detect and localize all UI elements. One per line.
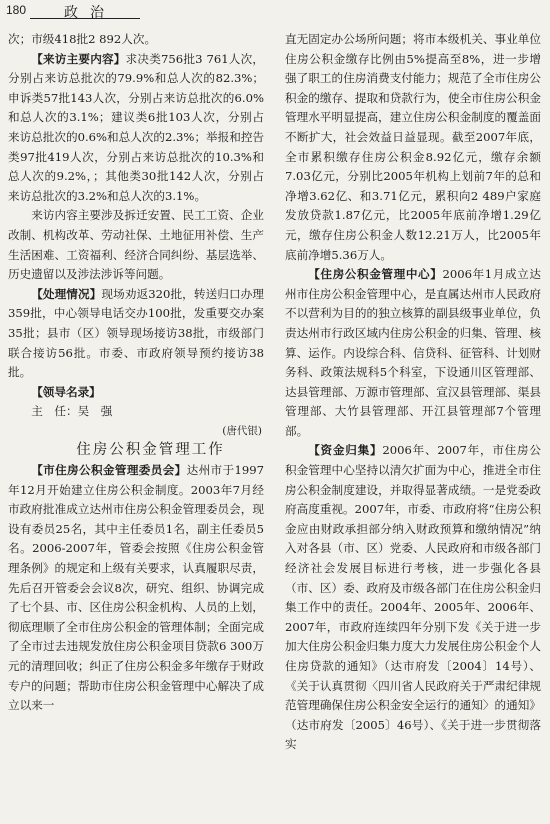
paragraph-fund-collection <box>285 441 541 755</box>
author-signature: (唐代银) <box>222 424 262 437</box>
paragraph-visit-content <box>8 50 264 207</box>
section-title: 住房公积金管理工作 <box>76 442 225 459</box>
tag-center: 【住房公积金管理中心】 <box>308 267 443 282</box>
tag-committee: 【市住房公积金管理委员会】 <box>31 463 187 478</box>
left-column <box>8 30 264 716</box>
page-number: 180 <box>6 3 27 17</box>
paragraph-continuation <box>8 30 264 50</box>
paragraph-text: 求决类756批3 761人次，分别占来访总批次的79.9%和总人次的82.3%；申诉类57批143人次，分别占来访总批次的6.0%和总人次的3.1%；建议类6批103人次，分别占来访总批次的0.6%和总人次的2.3%；举报和控告类97批419人次，分别占来访总批次的10.3%和总人次的9.2%，；其他类30批142人次，分别占来访总批次的3.2%和总人次的3.1%。 <box>8 51 265 203</box>
page-header <box>6 2 166 22</box>
tag-visit-content: 【来访主要内容】 <box>31 51 126 66</box>
paragraph-text: 2006年1月成立达州市住房公积金管理中心，是直属达州市人民政府不以营利为目的的独立核算的副县级事业单位，负责达州市行政区域内住房公积金的归集、管理、核算、运作。内设综合科、信贷科、征管科、计划财务科、政策法规科5个科室，下设通川区管理部、达县管理部、万源市管理部、宣汉县管理部、渠县管理部、大竹县管理部、开江县管理部7个管理部。 <box>285 267 541 438</box>
paragraph-center <box>285 265 541 441</box>
header-rule <box>30 18 140 19</box>
leader-entry: 主 任：吴 强 <box>31 404 113 419</box>
tag-fund-collection: 【资金归集】 <box>308 443 383 458</box>
paragraph-text: 现场劝返320批，转送归口办理359批，中心领导电话交办100批，发重要交办案35批；县市（区）领导现场接访38批，市级部门联合接访56批。市委、市政府领导预约接访38批。 <box>8 286 264 380</box>
right-column <box>285 30 541 755</box>
tag-handling: 【处理情况】 <box>31 286 102 301</box>
section-name: 政治 <box>64 5 116 21</box>
paragraph-text: 2006年、2007年，市住房公积金管理中心坚持以清欠扩面为中心，推进全市住房公积金制度建设，并取得显著成绩。一是党委政府高度重视。2007年，市委、市政府将“住房公积金应由财政承担部分纳入财政预算和缴纳情况”纳入对各县（市、区）党委、人民政府和市级各部门经济社会发展目标进行考核，进一步强化各县（市、区）委、政府及市级各部门在住房公积金归集工作中的责任。2004年、2005年、2006年、2007年，市政府连续四年分别下发《关于进一步加大住房公积金归集力度大力发展住房公积金个人住房贷款的通知》（达市府发〔2004〕14号）、《关于认真贯彻〈四川省人民政府关于严肃纪律规范管理确保住房公积金安全运行的通知〉的通知》（达市府发〔2005〕46号）、《关于进一步贯彻落实 <box>285 443 541 752</box>
paragraph-continuation: 直无固定办公场所问题；将市本级机关、事业单位住房公积金缴存比例由5%提高至8%，进一步增强了职工的住房消费支付能力；规范了全市住房公积金的缴存、提取和贷款行为，使全市住房公积金管理水平明显提高，建立住房公积金制度的覆盖面不断扩大，社会效益日益显现。截至2007年底，全市累积缴存住房公积金8.92亿元，缴存余额7.03亿元，分别比2005年机构上划前7年的总和净增3.62亿、和3.71亿元，累积向2 489户家庭发放贷款1.87亿元，比2005年底前净增1.29亿元，缴存住房公积金人数12.21万人，比2005年底前净增5.36万人。 <box>285 32 541 262</box>
paragraph-visit-topics: 来访内容主要涉及拆迁安置、民工工资、企业改制、机构改革、劳动社保、土地征用补偿、生产生活困难、工资福利、经济合同纠纷、基层选举、历史遗留以及涉法涉诉等问题。 <box>8 208 264 282</box>
paragraph-committee <box>8 461 264 716</box>
paragraph-handling <box>8 285 264 383</box>
leader-list-heading: 【领导名录】 <box>31 384 101 399</box>
paragraph-text: 次；市级418批2 892人次。 <box>8 32 157 46</box>
paragraph-text: 达州市于1997年12月开始建立住房公积金制度。2003年7月经市政府批准成立达州市住房公积金管理委员会，现设有委员25名，其中主任委员1名，副主任委员5名。2006-2007年，管委会按照《住房公积金管理条例》的规定和上级有关要求，认真履职尽责，先后召开管委会会议8次，研究、组织、协调完成了七个县、市、区住房公积金机构、人员的上划，彻底理顺了全市住房公积金的管理体制；全面完成了全市过去违规发放住房公积金项目贷款6 300万元的清理回收；纠正了住房公积金多年缴存于财政专户的问题；帮助市住房公积金管理中心解决了成立以来一 <box>8 463 264 713</box>
